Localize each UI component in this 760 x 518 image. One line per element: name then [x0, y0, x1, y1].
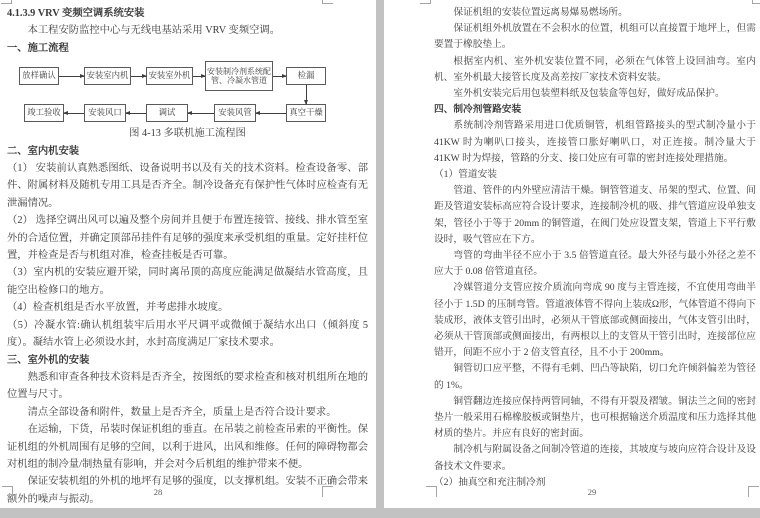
margin-mark-top-right: [322, 0, 333, 4]
paragraph: 管道、管件的内外壁应清洁干燥。铜管管道支、吊架的型式、位置、间距及管道安装标高应符合设计要求，连接制冷机的吸、排气管道应设单独支架，管径小于等于 20mm 的铜管道，在阀门处应设置支架，管道上下平行敷设时，吸气管应在下方。: [434, 185, 756, 245]
flowchart-step: 安装风口: [84, 104, 126, 122]
paragraph: 铜管翻边连接应保持两管同轴，不得有开裂及褶皱。铜法兰之间的密封垫片一般采用石棉橡胶板或铜垫片，也可根据输送介质温度和压力选择其他材质的垫片。并应有良好的密封面。: [434, 395, 756, 440]
paragraph: （1） 安装前认真熟悉图纸、设备说明书以及有关的技术资料。检查设备零、部件、附属材料及随机专用工具是否齐全。制冷设备充有保护性气体时应检查有无泄漏情况。: [7, 163, 368, 209]
page-29-text: [434, 5, 756, 491]
margin-mark-bottom-right: [322, 486, 333, 497]
paragraph: 弯管的弯曲半径不应小于 3.5 倍管道直径。最大外径与最小外径之差不应大于 0.08 倍管道直径。: [434, 250, 756, 278]
section-heading: 二、室内机安装: [7, 145, 80, 157]
page-number: 28: [153, 487, 163, 497]
flowchart-arrow: [188, 113, 214, 114]
section-heading: 三、室外机的安装: [7, 354, 90, 366]
paragraph: 保证机组的安装位置远离易爆易燃场所。: [453, 7, 628, 18]
margin-mark-bottom-right: [748, 486, 759, 497]
margin-mark-top-right: [752, 0, 760, 4]
flowchart-step: 检漏: [286, 67, 326, 85]
flowchart-arrow: [193, 76, 205, 77]
page-29: [384, 0, 760, 508]
page-28-text: [7, 5, 368, 508]
flowchart-step: 调试: [146, 104, 188, 122]
paragraph: （5）冷凝水管:确认机组装牢后用水平尺调平或微倾于凝结水出口（倾斜度 5 度）。凝结水管上必须设水封，水封高度满足厂家技术要求。: [7, 319, 368, 349]
flowchart-step: 安装制冷剂系统配管、冷凝水管道: [205, 61, 273, 91]
paragraph: 室外机安装完后用包装塑料纸及包装盒等包好，做好成品保护。: [453, 88, 725, 100]
flowchart-step: 放样确认: [19, 67, 59, 85]
flowchart-arrow: [131, 76, 146, 77]
margin-mark-top-left: [420, 0, 431, 4]
margin-mark-bottom-left: [426, 486, 437, 497]
flowchart-arrow: [306, 85, 307, 104]
margin-mark-bottom-left: [2, 486, 13, 497]
paragraph: 铜管切口应平整，不得有毛刺、凹凸等缺陷，切口允许倾斜偏差为管径的 1%。: [434, 363, 756, 391]
flowchart-step: 真空干燥: [286, 104, 326, 122]
paragraph: 清点全部设备和附件，数量上是否齐全，质量上是否符合设计要求。: [27, 406, 337, 418]
paragraph: 根据室内机、室外机安装位置不同，必须在气体管上设回油弯。室内机、室外机最大接管长度及高差按厂家技术资料安装。: [434, 55, 756, 83]
figure-caption: 图 4-13 多联机施工流程图: [129, 128, 246, 140]
page-28: [0, 0, 376, 508]
paragraph: （1）管道安装: [434, 169, 497, 181]
paragraph: （4）检查机组是否水平放置，并考虑排水坡度。: [7, 302, 229, 314]
flowchart-arrow: [59, 76, 84, 77]
paragraph: 熟悉和审查各种技术资料是否齐全，按图纸的要求检查和核对机组所在地的位置与尺寸。: [7, 371, 368, 401]
paragraph: 制冷机与附属设备之间制冷管道的连接，其坡度与坡向应符合设计及设备技术文件要求。: [434, 444, 756, 472]
construction-flowchart: [11, 60, 359, 124]
page-number: 29: [587, 487, 597, 497]
flowchart-arrow: [273, 76, 286, 77]
paragraph: （2） 选择空调出风可以遍及整个房间并且便于布置连接管、接线、排水管至室外的合适位置，并确定顶部吊挂件有足够的强度来承受机组的重量。定好挂杆位置，并检查是否与机组对准，检查挂板是否可靠。: [7, 215, 368, 262]
paragraph: 本工程安防监控中心与无线电基站采用 VRV 变频空调。: [27, 25, 281, 37]
section-heading: 一、施工流程: [7, 42, 69, 54]
flowchart-step: 竣工验收: [24, 104, 64, 122]
flowchart-step: 安装风管: [214, 104, 256, 122]
paragraph: 保证机组外机放置在不会积水的位置，机组可以直接置于地坪上，但需要置于橡胶垫上。: [434, 23, 756, 51]
flowchart-step: 安装室内机: [84, 67, 131, 85]
flowchart-step: 安装室外机: [146, 67, 193, 85]
flowchart-arrow: [256, 113, 286, 114]
flowchart-arrow: [126, 113, 146, 114]
margin-mark-top-left: [1, 0, 12, 4]
paragraph: （2）抽真空和充注制冷剂: [434, 476, 546, 488]
paragraph: （3）室内机的安装应避开梁，同时离吊顶的高度应能满足做凝结水管高度，且能空出检修口的地方。: [7, 267, 368, 296]
flowchart-arrow: [64, 113, 84, 114]
paragraph: 保证安装机组的外机的地坪有足够的强度，以支撑机组。安装不正确会带来额外的噪声与振动。: [7, 476, 368, 505]
paragraph: 冷媒管道分支管应按介质流向弯成 90 度与主管连接，不宜使用弯曲半径小于 1.5D 的压制弯管。管道液体管不得向上装成Ω形，气体管道不得向下装成形，液体支管引出时，必须从干管底部或侧面接出，气体支管引出时，必须从干管顶部或侧面接出，有两根以上的支管从干管引出时，连接部位应错开，间距不应小于 2 倍支管直径，且不小于 200mm。: [434, 282, 756, 359]
paragraph: 在运输，下货，吊装时保证机组的垂直。在吊装之前检查吊索的平衡性。保证机组的外机周围有足够的空间，以利于进风，出风和维修。任何的障碍物都会对机组的制冷量/制热量有影响，并会对今后机组的维护带来不便。: [7, 424, 368, 470]
paragraph: 系统制冷剂管路采用进口优质铜管，机组管路接头的型式制冷量小于 41KW 时为喇叭口接头，连接管口胀好喇叭口，对正连接。制冷量大于 41KW 时为焊接，管路的分支、接口处应有可靠的密封连接处理措施。: [434, 120, 756, 164]
section-heading: 四、制冷剂管路安装: [434, 104, 522, 116]
document-title: 4.1.3.9 VRV 变频空调系统安装: [7, 8, 145, 19]
